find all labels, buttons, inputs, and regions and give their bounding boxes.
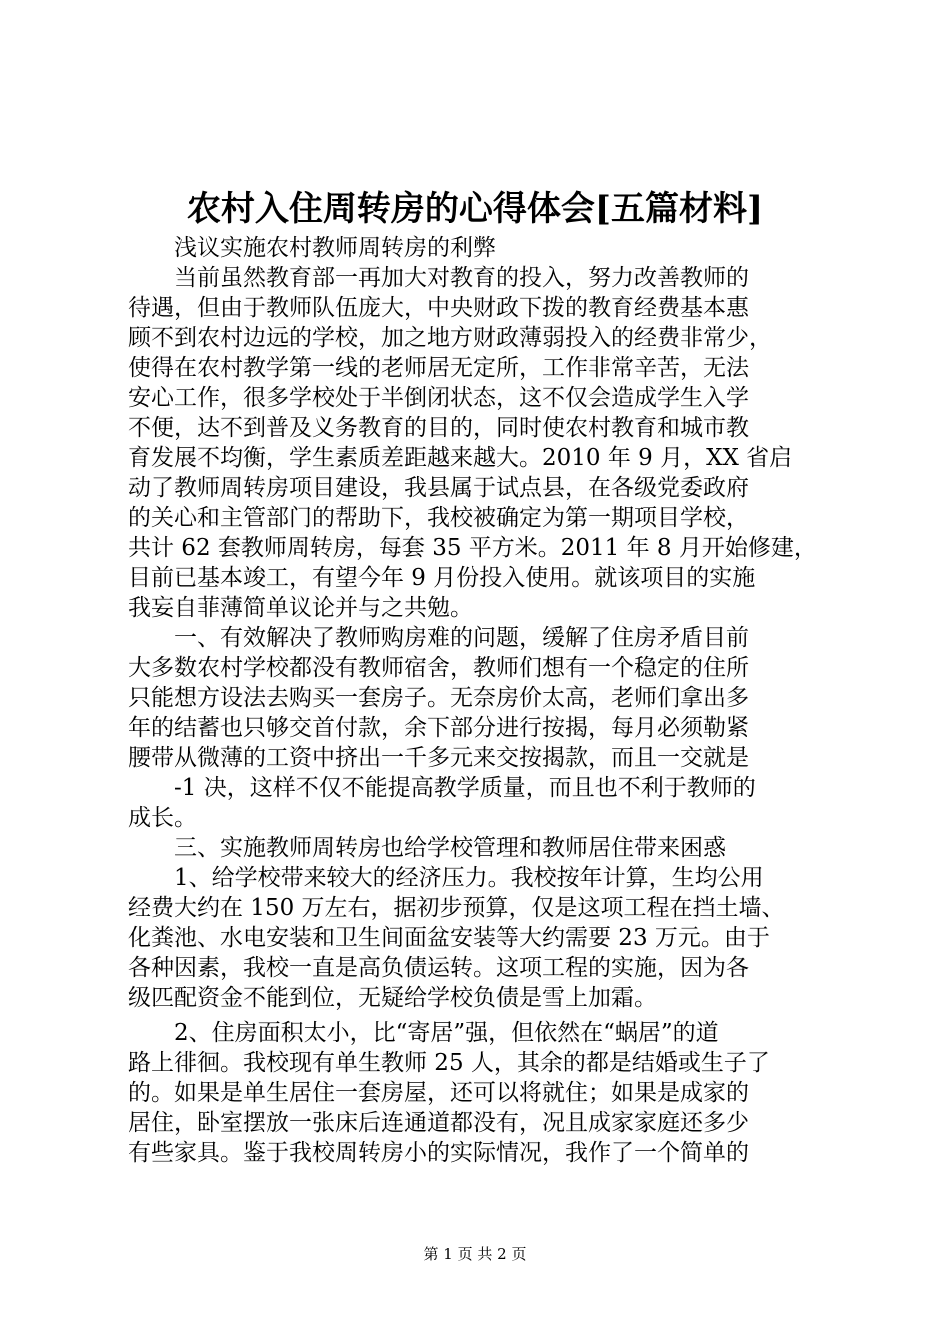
paragraph-line: 不便，达不到普及义务教育的目的，同时使农村教育和城市教 <box>128 415 749 441</box>
paragraph-line: 的关心和主管部门的帮助下，我校被确定为第一期项目学校， <box>128 505 749 531</box>
paragraph-line: 育发展不均衡，学生素质差距越来越大。2010 年 9 月，XX 省启 <box>128 445 793 471</box>
paragraph-line: 一、有效解决了教师购房难的问题，缓解了住房矛盾目前 <box>174 625 749 651</box>
paragraph-line: 年的结蓄也只够交首付款，余下部分进行按揭，每月必须勒紧 <box>128 715 749 741</box>
paragraph-line: 成长。 <box>128 805 197 831</box>
paragraph-line: 动了教师周转房项目建设，我县属于试点县，在各级党委政府 <box>128 475 749 501</box>
paragraph-line: 腰带从微薄的工资中挤出一千多元来交按揭款，而且一交就是 <box>128 745 749 771</box>
paragraph-line: 待遇，但由于教师队伍庞大，中央财政下拨的教育经费基本惠 <box>128 295 749 321</box>
paragraph-line: 化粪池、水电安装和卫生间面盆安装等大约需要 23 万元。由于 <box>128 925 770 951</box>
subtitle-line: 浅议实施农村教师周转房的利弊 <box>174 235 496 261</box>
paragraph-line: 1、给学校带来较大的经济压力。我校按年计算，生均公用 <box>174 865 764 891</box>
paragraph-line: 只能想方设法去购买一套房子。无奈房价太高，老师们拿出多 <box>128 685 749 711</box>
paragraph-line: 各种因素，我校一直是高负债运转。这项工程的实施，因为各 <box>128 955 749 981</box>
paragraph-line: 路上徘徊。我校现有单生教师 25 人，其余的都是结婚或生子了 <box>128 1050 770 1076</box>
document-title: 农村入住周转房的心得体会[五篇材料] <box>186 189 764 229</box>
paragraph-line: 共计 62 套教师周转房，每套 35 平方米。2011 年 8 月开始修建， <box>128 535 817 561</box>
paragraph-line: 的。如果是单生居住一套房屋，还可以将就住；如果是成家的 <box>128 1080 749 1106</box>
paragraph-line: 有些家具。鉴于我校周转房小的实际情况，我作了一个简单的 <box>128 1140 749 1166</box>
paragraph-line: 居住，卧室摆放一张床后连通道都没有，况且成家家庭还多少 <box>128 1110 749 1136</box>
paragraph-line: 我妄自菲薄简单议论并与之共勉。 <box>128 595 473 621</box>
paragraph-line: 级匹配资金不能到位，无疑给学校负债是雪上加霜。 <box>128 985 657 1011</box>
document-body <box>128 233 828 1168</box>
paragraph-line: 安心工作，很多学校处于半倒闭状态，这不仅会造成学生入学 <box>128 385 749 411</box>
paragraph-line: 顾不到农村边远的学校，加之地方财政薄弱投入的经费非常少， <box>128 325 772 351</box>
paragraph-line: 2、住房面积太小，比“寄居”强，但依然在“蜗居”的道 <box>174 1020 719 1046</box>
paragraph-line: 目前已基本竣工，有望今年 9 月份投入使用。就该项目的实施 <box>128 565 756 591</box>
paragraph-line: 当前虽然教育部一再加大对教育的投入，努力改善教师的 <box>174 265 749 291</box>
paragraph-line: 经费大约在 150 万左右，据初步预算，仅是这项工程在挡土墙、 <box>128 895 785 921</box>
paragraph-line: 大多数农村学校都没有教师宿舍，教师们想有一个稳定的住所 <box>128 655 749 681</box>
paragraph-line: 使得在农村教学第一线的老师居无定所，工作非常辛苦，无法 <box>128 355 749 381</box>
page-number-footer: 第 1 页 共 2 页 <box>423 1245 527 1263</box>
paragraph-line: -1 决，这样不仅不能提高教学质量，而且也不利于教师的 <box>174 775 756 801</box>
section-heading: 三、实施教师周转房也给学校管理和教师居住带来困惑 <box>174 835 726 861</box>
